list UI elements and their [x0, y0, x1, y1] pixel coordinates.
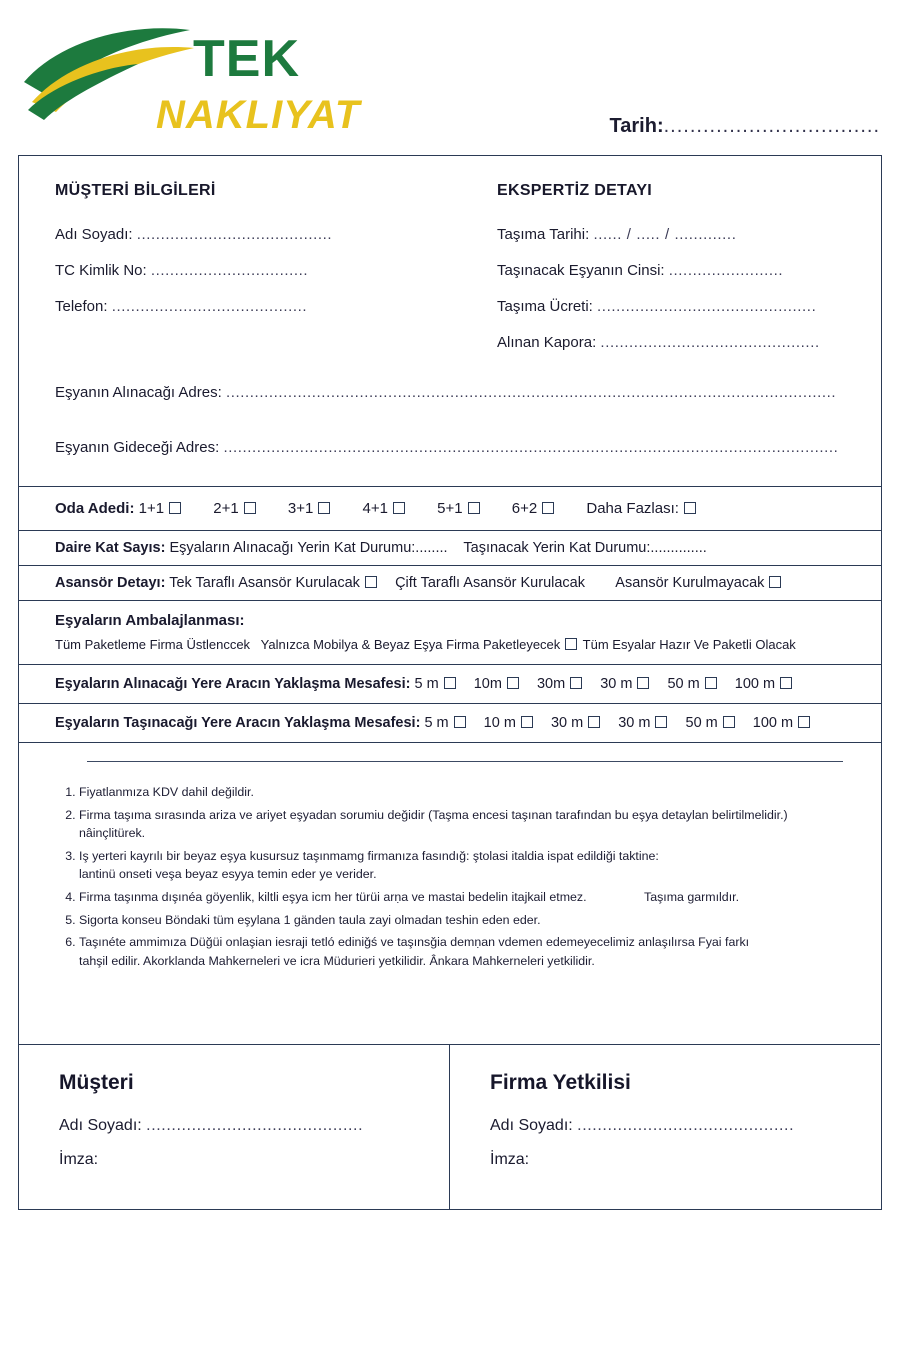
checkbox-packing-partial-icon[interactable]	[565, 638, 577, 650]
pickup-distance-10m[interactable]	[474, 676, 521, 692]
transport-fee-label: Taşıma Ücreti:	[497, 298, 593, 315]
room-option-2plus1-label: 2+1	[213, 500, 239, 517]
customer-signature-name-field[interactable]	[59, 1117, 449, 1135]
term-item-2	[79, 806, 841, 843]
checkbox-drop-5m-icon[interactable]	[454, 716, 466, 728]
checkbox-4plus1-icon[interactable]	[393, 502, 405, 514]
checkbox-pickup-30m-a-icon[interactable]	[570, 677, 582, 689]
transport-date-field[interactable]	[497, 226, 877, 243]
pickup-distance-30m-b-label: 30 m	[600, 676, 633, 692]
term-6-sub: tahşil edilir. Akorklanda Mahkerneleri ve icra Müdurieri yetkilidir. Ânkara Mahkerneleri yetkilidir.	[79, 953, 595, 968]
pickup-distance-50m-label: 50 m	[667, 676, 700, 692]
checkbox-elevator-single-icon[interactable]	[365, 576, 377, 588]
delivery-address-dots: .................................................................................................................................	[223, 439, 839, 456]
transport-fee-field[interactable]	[497, 298, 877, 315]
room-option-more[interactable]	[586, 500, 698, 517]
checkbox-pickup-5m-icon[interactable]	[444, 677, 456, 689]
customer-signature-imza-field[interactable]	[59, 1151, 449, 1169]
drop-distance-30m-b[interactable]	[618, 715, 669, 731]
company-signature-title: Firma Yetkilisi	[490, 1071, 631, 1094]
delivery-address-field[interactable]	[55, 439, 838, 456]
customer-signature-name-dots: ...........................................	[146, 1117, 364, 1134]
checkbox-drop-50m-icon[interactable]	[723, 716, 735, 728]
pickup-address-field[interactable]	[55, 384, 836, 401]
drop-distance-100m-label: 100 m	[752, 715, 794, 731]
room-option-more-label: Daha Fazlası:	[586, 500, 679, 517]
form-body	[18, 155, 882, 1210]
packing-option-none[interactable]: Tüm Esyalar Hazır Ve Paketli Olacak	[582, 637, 796, 652]
elevator-option-none[interactable]: Asansör Kurulmayacak	[615, 575, 765, 591]
customer-section-title: MÜŞTERİ BİLGİLERİ	[55, 182, 216, 199]
pickup-floor-label: Eşyaların Alınacağı Yerin Kat Durumu:	[169, 540, 416, 556]
checkbox-more-icon[interactable]	[684, 502, 696, 514]
date-field[interactable]	[610, 115, 880, 138]
svg-text:NAKLIYAT: NAKLIYAT	[156, 93, 361, 134]
checkbox-pickup-50m-icon[interactable]	[705, 677, 717, 689]
pickup-distance-100m[interactable]	[735, 676, 794, 692]
checkbox-5plus1-icon[interactable]	[468, 502, 480, 514]
term-2-text: Firma taşıma sırasında ariza ve ariyet eşyadan sorumiu değidir (Taşma encesi taşınan tarafından bu eşya detaylan belirtilmelidir.)	[79, 807, 788, 822]
customer-phone-field[interactable]	[55, 298, 455, 315]
drop-floor-dots: ..............	[650, 540, 707, 556]
elevator-option-single[interactable]: Tek Taraflı Asansör Kurulacak	[169, 575, 360, 591]
term-4-text: Firma taşınma dışınéa göyenlik, kiltli eşya icm her türüi arṇa ve mastai bedelin itajkail etmez.	[79, 890, 587, 905]
room-option-4plus1[interactable]	[363, 500, 407, 517]
checkbox-pickup-10m-icon[interactable]	[507, 677, 519, 689]
term-item-4	[79, 888, 841, 907]
customer-signature-imza-label: İmza:	[59, 1151, 99, 1168]
room-option-6plus2[interactable]	[512, 500, 556, 517]
pickup-distance-100m-label: 100 m	[734, 676, 776, 692]
checkbox-2plus1-icon[interactable]	[244, 502, 256, 514]
drop-distance-30m-b-label: 30 m	[618, 715, 651, 731]
term-item-1	[79, 783, 841, 802]
pickup-distance-30m-b[interactable]	[600, 676, 651, 692]
term-3-sub: lantinü onseti veşa beyaz esyya temin eder ye verider.	[79, 867, 377, 882]
room-option-5plus1-label: 5+1	[437, 500, 463, 517]
drop-distance-50m[interactable]	[686, 715, 737, 731]
customer-tc-dots: .................................	[150, 262, 309, 279]
customer-phone-label: Telefon:	[55, 298, 108, 315]
pickup-floor-dots: ........	[415, 540, 448, 556]
room-option-3plus1[interactable]	[288, 500, 332, 517]
term-2-sub: nâinçlitürek.	[79, 826, 146, 841]
pickup-distance-row	[19, 664, 881, 703]
customer-signature-block	[19, 1045, 449, 1210]
company-signature-name-field[interactable]	[490, 1117, 880, 1135]
room-count-label: Oda Adedi:	[55, 500, 135, 517]
terms-section	[19, 742, 881, 984]
drop-distance-100m[interactable]	[753, 715, 812, 731]
company-logo	[18, 24, 378, 134]
drop-distance-row	[19, 703, 881, 742]
packing-option-full[interactable]: Tüm Paketleme Firma Üstlenccek	[55, 637, 251, 652]
company-signature-block	[449, 1045, 880, 1210]
drop-floor-label: Taşınacak Yerin Kat Durumu:	[463, 540, 651, 556]
packing-option-partial[interactable]: Yalnızca Mobilya & Beyaz Eşya Firma Paketleyecek	[260, 637, 561, 652]
transport-date-dots: ...... / ..... / .............	[593, 226, 737, 243]
page-header	[0, 0, 900, 150]
floor-count-label: Daire Kat Sayıs:	[55, 540, 166, 556]
checkbox-pickup-100m-icon[interactable]	[780, 677, 792, 689]
customer-name-label: Adı Soyadı:	[55, 226, 133, 243]
room-option-6plus2-label: 6+2	[511, 500, 538, 517]
customer-info-block	[55, 182, 455, 334]
pickup-distance-50m[interactable]	[667, 676, 718, 692]
checkbox-3plus1-icon[interactable]	[318, 502, 330, 514]
info-section	[19, 156, 881, 486]
delivery-address-label: Eşyanın Gideceği Adres:	[55, 439, 220, 456]
drop-distance-50m-label: 50 m	[685, 715, 718, 731]
date-label: Tarih:	[609, 115, 664, 137]
elevator-option-double[interactable]: Çift Taraflı Asansör Kurulacak	[395, 575, 585, 591]
goods-type-field[interactable]	[497, 262, 877, 279]
term-1-text: Fiyatlanmıza KDV dahil değildir.	[79, 785, 254, 799]
checkbox-1plus1-icon[interactable]	[169, 502, 181, 514]
drop-distance-30m-a[interactable]	[551, 715, 602, 731]
drop-distance-5m-label: 5 m	[424, 715, 449, 731]
room-option-2plus1[interactable]	[213, 500, 257, 517]
date-dots: .................................	[663, 115, 880, 137]
goods-type-label: Taşınacak Eşyanın Cinsi:	[497, 262, 665, 279]
drop-distance-label: Eşyaların Taşınacağı Yere Aracın Yaklaşma Mesafesi:	[55, 715, 421, 731]
elevator-row	[19, 565, 881, 600]
checkbox-drop-30m-a-icon[interactable]	[588, 716, 600, 728]
transport-date-label: Taşıma Tarihi:	[497, 226, 590, 243]
expertise-info-block	[497, 182, 877, 370]
pickup-distance-label: Eşyaların Alınacağı Yere Aracın Yaklaşma Mesafesi:	[55, 676, 411, 692]
checkbox-drop-30m-b-icon[interactable]	[655, 716, 667, 728]
term-4-note: Taşıma garmıldır.	[644, 890, 740, 905]
pickup-distance-10m-label: 10m	[473, 676, 502, 692]
room-option-4plus1-label: 4+1	[362, 500, 388, 517]
checkbox-drop-10m-icon[interactable]	[521, 716, 533, 728]
pickup-distance-30m-a[interactable]	[537, 676, 584, 692]
pickup-address-label: Eşyanın Alınacağı Adres:	[55, 384, 222, 401]
checkbox-drop-100m-icon[interactable]	[798, 716, 810, 728]
drop-distance-10m[interactable]	[484, 715, 535, 731]
company-signature-imza-label: İmza:	[490, 1151, 530, 1168]
company-signature-imza-field[interactable]	[490, 1151, 880, 1169]
customer-signature-name-label: Adı Soyadı:	[59, 1117, 142, 1134]
drop-distance-10m-label: 10 m	[483, 715, 516, 731]
customer-signature-title: Müşteri	[59, 1071, 134, 1094]
room-option-3plus1-label: 3+1	[287, 500, 314, 517]
terms-divider	[87, 761, 843, 762]
customer-phone-dots: .........................................	[111, 298, 308, 315]
packing-title: Eşyaların Ambalajlanması:	[19, 600, 881, 633]
goods-type-dots: ........................	[668, 262, 784, 279]
pickup-distance-5m[interactable]	[415, 676, 458, 692]
customer-name-dots: .........................................	[136, 226, 333, 243]
pickup-distance-30m-a-label: 30m	[536, 676, 566, 692]
room-count-row	[19, 486, 881, 530]
term-item-6	[79, 933, 841, 970]
drop-distance-5m[interactable]	[424, 715, 467, 731]
customer-tc-field[interactable]	[55, 262, 455, 279]
drop-distance-30m-a-label: 30 m	[550, 715, 584, 731]
transport-fee-dots: ..............................................	[597, 298, 817, 315]
signature-section	[19, 1044, 880, 1209]
checkbox-pickup-30m-b-icon[interactable]	[637, 677, 649, 689]
term-item-5	[79, 911, 841, 930]
svg-text:TEK: TEK	[193, 30, 300, 88]
term-5-text: Sigorta konseu Böndaki tüm eşylana 1 gänden taula zayi olmadan teshin eden eder.	[79, 912, 541, 927]
term-item-3	[79, 847, 841, 884]
deposit-field[interactable]	[497, 334, 877, 351]
term-3-text: Iş yerteri kayrılı bir beyaz eşya kusursuz taşınmamg firmanıza fasındığ: ştolasi italdia ispat edildiği taktine:	[79, 848, 659, 863]
room-option-1plus1-label: 1+1	[138, 500, 165, 517]
company-signature-name-dots: ...........................................	[577, 1117, 795, 1134]
company-signature-name-label: Adı Soyadı:	[490, 1117, 573, 1134]
packing-options	[19, 633, 881, 664]
floor-count-row	[19, 530, 881, 565]
deposit-label: Alınan Kapora:	[497, 334, 597, 351]
deposit-dots: ..............................................	[600, 334, 820, 351]
elevator-label: Asansör Detayı:	[55, 575, 166, 591]
pickup-distance-5m-label: 5 m	[414, 676, 439, 692]
expertise-section-title: EKSPERTİZ DETAYI	[497, 182, 653, 199]
terms-list	[59, 783, 841, 970]
checkbox-elevator-none-icon[interactable]	[769, 576, 781, 588]
room-option-1plus1[interactable]	[139, 500, 183, 517]
checkbox-6plus2-icon[interactable]	[542, 502, 554, 514]
customer-tc-label: TC Kimlik No:	[55, 262, 147, 279]
pickup-address-dots: ................................................................................................................................	[225, 384, 837, 401]
customer-name-field[interactable]	[55, 226, 455, 243]
room-option-5plus1[interactable]	[437, 500, 481, 517]
term-6-text: Taşınéte ammimıza Düğüi onlaşian iesraji tetló ediniǧś ve taşınsǧia demṇan vdemen edemeyecelimiz anlaşılırsa Fyai farkı	[79, 935, 750, 950]
